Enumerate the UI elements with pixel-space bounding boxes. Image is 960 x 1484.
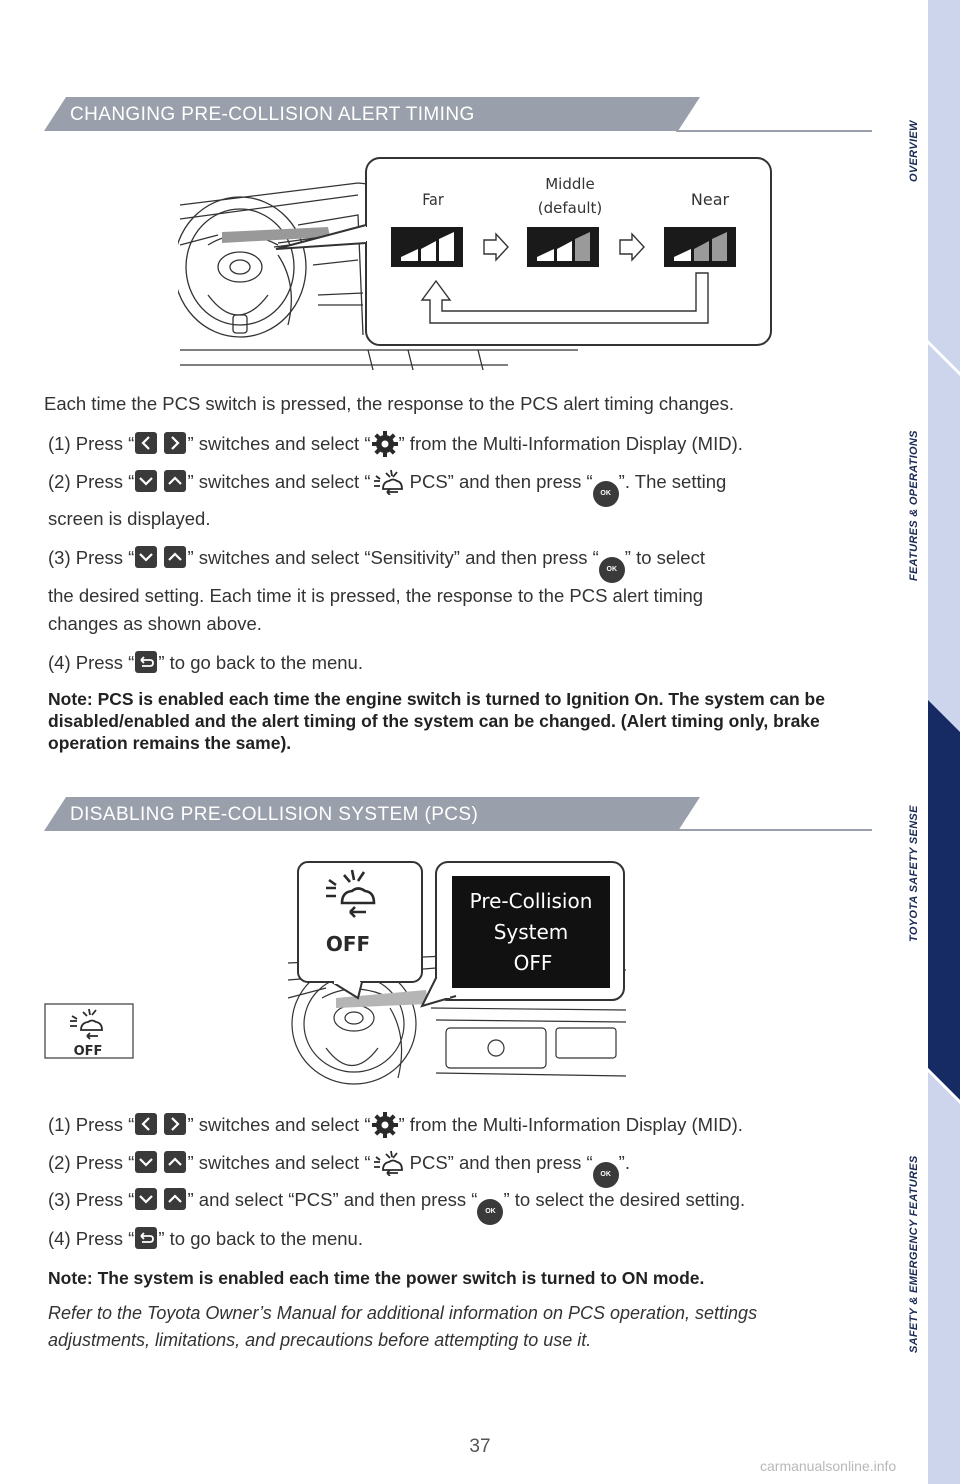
up-arrow-icon	[164, 1188, 186, 1210]
up-arrow-icon	[164, 546, 186, 568]
s2-step4: (4) Press “ ” to go back to the menu.	[48, 1228, 363, 1249]
section2-note: Note: The system is enabled each time the power switch is turned to ON mode.	[48, 1268, 705, 1288]
gear-icon	[371, 1111, 399, 1139]
ok-button-icon: OK	[477, 1199, 503, 1225]
section1-intro: Each time the PCS switch is pressed, the response to the PCS alert timing changes.	[44, 393, 734, 414]
s1-step3: (3) Press “ ” switches and select “Sensitivity” and then press “OK” to select	[48, 546, 705, 583]
s1-step4: (4) Press “ ” to go back to the menu.	[48, 652, 363, 673]
back-icon	[135, 651, 157, 673]
section1-rule	[676, 130, 872, 132]
s2-step2: (2) Press “ ” switches and select “ PCS” and then press “OK”.	[48, 1150, 630, 1188]
pcs-icon	[371, 469, 405, 495]
section1-note: Note: PCS is enabled each time the engine switch is turned to Ignition On. The system can be disabled/enabled and the alert timing of the system can be changed. (Alert timing only, brake operation remains the same).	[48, 689, 825, 753]
middle-default-label: (default)	[537, 199, 603, 217]
far-label: Far	[422, 190, 444, 209]
side-icon-label: OFF	[73, 1044, 103, 1059]
ok-button-icon: OK	[599, 557, 625, 583]
page-number: 37	[469, 1436, 491, 1457]
screen-line1: Pre-Collision	[469, 889, 593, 913]
screen-line3: OFF	[513, 951, 553, 975]
pcs-icon	[371, 1150, 405, 1176]
right-arrow-icon	[164, 1113, 186, 1135]
s1-step1: (1) Press “ ” switches and select “ ” from the Multi-Information Display (MID).	[48, 430, 743, 458]
ok-button-icon: OK	[593, 1162, 619, 1188]
left-arrow-icon	[135, 432, 157, 454]
down-arrow-icon	[135, 470, 157, 492]
tab-features-operations[interactable]: FEATURES & OPERATIONS	[908, 430, 920, 581]
s1-step3-line3: changes as shown above.	[48, 613, 262, 634]
pcs-off-indicator	[44, 1003, 134, 1059]
pcs-off-figure	[286, 858, 628, 1086]
left-arrow-icon	[135, 1113, 157, 1135]
s1-step2-line2: screen is displayed.	[48, 508, 211, 529]
tab-toyota-safety-sense[interactable]: TOYOTA SAFETY SENSE	[908, 805, 920, 942]
up-arrow-icon	[164, 470, 186, 492]
s1-step2: (2) Press “ ” switches and select “ PCS” and then press “OK”. The setting	[48, 469, 726, 507]
section2-rule	[676, 829, 872, 831]
s1-step3-line2: the desired setting. Each time it is pressed, the response to the PCS alert timing	[48, 585, 704, 606]
off-icon-label: OFF	[325, 932, 371, 956]
gear-icon	[371, 430, 399, 458]
section2-title: DISABLING PRE-COLLISION SYSTEM (PCS)	[70, 804, 479, 825]
near-label: Near	[690, 190, 730, 209]
middle-label: Middle	[545, 175, 595, 193]
alert-timing-figure	[178, 155, 778, 375]
back-icon	[135, 1227, 157, 1249]
ok-button-icon: OK	[593, 481, 619, 507]
up-arrow-icon	[164, 1151, 186, 1173]
watermark: carmanualsonline.info	[760, 1458, 897, 1474]
s2-step3: (3) Press “ ” and select “PCS” and then press “OK” to select the desired setting.	[48, 1188, 745, 1225]
tab-safety-emergency[interactable]: SAFETY & EMERGENCY FEATURES	[908, 1155, 920, 1353]
s2-step1: (1) Press “ ” switches and select “ ” from the Multi-Information Display (MID).	[48, 1111, 743, 1139]
screen-line2: System	[493, 920, 569, 944]
tab-overview[interactable]: OVERVIEW	[908, 120, 920, 182]
down-arrow-icon	[135, 546, 157, 568]
section1-title: CHANGING PRE-COLLISION ALERT TIMING	[70, 104, 475, 125]
down-arrow-icon	[135, 1188, 157, 1210]
right-arrow-icon	[164, 432, 186, 454]
refer-text: Refer to the Toyota Owner’s Manual for additional information on PCS operation, settings adjustments, limitations, and precautions before attempting to use it.	[48, 1303, 758, 1350]
down-arrow-icon	[135, 1151, 157, 1173]
